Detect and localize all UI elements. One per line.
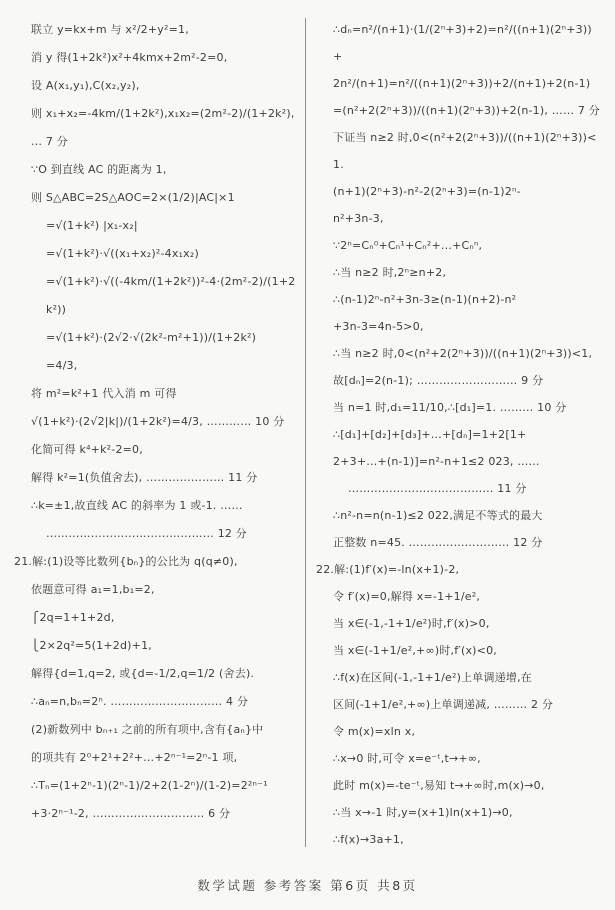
math-line: ∴k=±1,故直线 AC 的斜率为 1 或-1. …… (31, 499, 243, 512)
math-line: =√(1+k²) |x₁-x₂| (46, 219, 138, 232)
right-column (309, 16, 601, 853)
math-line: 的项共有 2⁰+2¹+2²+…+2ⁿ⁻¹=2ⁿ-1 项, (31, 751, 238, 764)
math-line: √(1+k²)·(2√2|k|)/(1+2k²)=4/3, ………… 10 分 (31, 415, 285, 428)
math-line: 则 x₁+x₂=-4km/(1+2k²),x₁x₂=(2m²-2)/(1+2k²), … 7 分 (31, 107, 295, 148)
math-line: (2)新数列中 bₙ₊₁ 之前的所有项中,含有{aₙ}中 (31, 723, 264, 736)
math-line: ∴f(x)在区间(-1,-1+1/e²)上单调递增,在 (333, 671, 532, 684)
math-line: (n+1)(2ⁿ+3)-n²-2(2ⁿ+3)=(n-1)2ⁿ- (333, 185, 521, 198)
math-line: =4/3, (46, 359, 78, 372)
math-line: ∴当 x→-1 时,y=(x+1)ln(x+1)→0, (333, 806, 513, 819)
math-line: ⎧2q=1+1+2d, (31, 611, 115, 624)
math-line: 解得{d=1,q=2, 或{d=-1/2,q=1/2 (舍去). (31, 667, 255, 680)
math-line: ∴x→0 时,可令 x=e⁻ᵗ,t→+∞, (333, 752, 481, 765)
math-line: +3n-3=4n-5>0, (333, 320, 424, 333)
math-line: 解得 k²=1(负值舍去), ………………… 11 分 (31, 471, 258, 484)
math-line: n²+3n-3, (333, 212, 384, 225)
math-line: =√(1+k²)·√((x₁+x₂)²-4x₁x₂) (46, 247, 199, 260)
math-line: ∴当 n≥2 时,2ⁿ≥n+2, (333, 266, 447, 279)
math-line: 当 n=1 时,d₁=11/10,∴[d₁]=1. ……… 10 分 (333, 401, 567, 414)
math-line: 将 m²=k²+1 代入消 m 可得 (31, 387, 177, 400)
math-line: 化简可得 k⁴+k²-2=0, (31, 443, 143, 456)
math-line: ∴aₙ=n,bₙ=2ⁿ. ………………………… 4 分 (31, 695, 249, 708)
math-line: 联立 y=kx+m 与 x²/2+y²=1, (31, 23, 189, 36)
column-divider (305, 18, 306, 847)
math-line: 正整数 n=45. ……………………… 12 分 (333, 536, 543, 549)
math-line: ∴Tₙ=(1+2ⁿ-1)(2ⁿ-1)/2+2(1-2ⁿ)/(1-2)=2²ⁿ⁻¹ (31, 779, 268, 792)
math-line: 当 x∈(-1,-1+1/e²)时,f′(x)>0, (333, 617, 490, 630)
math-line: 22.解:(1)f′(x)=-ln(x+1)-2, (316, 563, 460, 576)
math-line: 当 x∈(-1+1/e²,+∞)时,f′(x)<0, (333, 644, 497, 657)
math-line: ∴[d₁]+[d₂]+[d₃]+…+[dₙ]=1+2[1+ (333, 428, 527, 441)
math-line: ∴当 n≥2 时,0<(n²+2(2ⁿ+3))/((n+1)(2ⁿ+3))<1, (333, 347, 593, 360)
math-line: 2n²/(n+1)=n²/((n+1)(2ⁿ+3))+2/(n+1)+2(n-1) (333, 77, 591, 90)
math-line: =√(1+k²)·√((-4km/(1+2k²))²-4·(2m²-2)/(1+2k²)) (46, 275, 296, 316)
math-line: 2+3+…+(n-1)]=n²-n+1≤2 023, …… (333, 455, 540, 468)
math-line: 设 A(x₁,y₁),C(x₂,y₂), (31, 79, 140, 92)
math-line: ………………………………… 11 分 (348, 482, 527, 495)
math-line: ∴dₙ=n²/(n+1)·(1/(2ⁿ+3)+2)=n²/((n+1)(2ⁿ+3))+ (333, 23, 592, 63)
math-line: 消 y 得(1+2k²)x²+4kmx+2m²-2=0, (31, 51, 228, 64)
math-line: ∴n²-n=n(n-1)≤2 022,满足不等式的最大 (333, 509, 543, 522)
math-line: ∴f(x)→3a+1, (333, 833, 404, 846)
math-line: 则 S△ABC=2S△AOC=2×(1/2)|AC|×1 (31, 191, 235, 204)
math-line: ……………………………………… 12 分 (46, 527, 247, 540)
math-line: 令 m(x)=xln x, (333, 725, 416, 738)
math-line: =√(1+k²)·(2√2·√(2k²-m²+1))/(1+2k²) (46, 331, 257, 344)
math-line: 令 f′(x)=0,解得 x=-1+1/e², (333, 590, 481, 603)
math-line: 区间(-1+1/e²,+∞)上单调递减, ……… 2 分 (333, 698, 554, 711)
left-column (14, 16, 302, 853)
math-line: +3·2ⁿ⁻¹-2, ………………………… 6 分 (31, 807, 231, 820)
math-line: 21.解:(1)设等比数列{bₙ}的公比为 q(q≠0), (14, 555, 238, 568)
math-line: ∵2ⁿ=Cₙ⁰+Cₙ¹+Cₙ²+…+Cₙⁿ, (333, 239, 483, 252)
math-line: 此时 m(x)=-te⁻ᵗ,易知 t→+∞时,m(x)→0, (333, 779, 545, 792)
math-line: 下证当 n≥2 时,0<(n²+2(2ⁿ+3))/((n+1)(2ⁿ+3))<1. (333, 131, 597, 171)
math-line: =(n²+2(2ⁿ+3))/((n+1)(2ⁿ+3))+2(n-1), …… 7 分 (333, 104, 600, 117)
math-line: ⎩2×2q²=5(1+2d)+1, (31, 639, 152, 652)
math-line: 故[dₙ]=2(n-1); ……………………… 9 分 (333, 374, 544, 387)
math-line: ∵O 到直线 AC 的距离为 1, (31, 163, 167, 176)
math-line: 依题意可得 a₁=1,b₁=2, (31, 583, 155, 596)
math-line: ∴(n-1)2ⁿ-n²+3n-3≥(n-1)(n+2)-n² (333, 293, 517, 306)
page-footer: 数学试题 参考答案 第6页 共8页 (197, 878, 418, 893)
